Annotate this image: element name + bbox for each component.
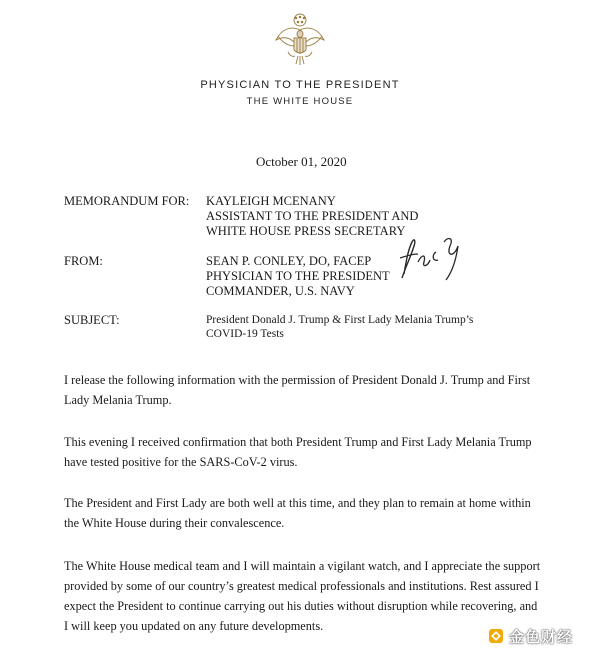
memo-for-recipient [206, 194, 536, 239]
paragraph-line: I release the following information with the permission of President Donald J. Trump and First [64, 373, 531, 387]
paragraph-line: The White House medical team and I will maintain a vigilant watch, and I appreciate the support [64, 559, 541, 573]
letterhead-title: PHYSICIAN TO THE PRESIDENT [200, 79, 400, 91]
body-paragraph-2 [64, 432, 544, 472]
sender-name: SEAN P. CONLEY, DO, FACEP [206, 254, 372, 268]
recipient-title-line-2: WHITE HOUSE PRESS SECRETARY [206, 224, 406, 238]
memo-subject-text [206, 313, 536, 341]
memo-from-label: FROM: [64, 254, 103, 268]
watermark-text: 金色财经 [509, 627, 574, 646]
paragraph-line: I will keep you updated on any future developments. [64, 619, 324, 633]
paragraph-line: This evening I received confirmation that both President Trump and First Lady Melania Trump [64, 435, 532, 449]
subject-line-2: COVID-19 Tests [206, 328, 284, 340]
handwritten-signature [396, 232, 466, 282]
paragraph-line: expect the President to continue carrying out his duties without disruption while recovering, and [64, 599, 538, 613]
eagle-seal-icon [270, 12, 330, 68]
body-paragraph-1 [64, 370, 544, 410]
memo-for-label: MEMORANDUM FOR: [64, 194, 190, 208]
paragraph-line: provided by some of our country’s greatest medical professionals and institutions. Rest assured I [64, 579, 539, 593]
watermark [487, 626, 573, 646]
memo-from-sender [206, 254, 536, 299]
golden-diamond-logo-icon [487, 627, 505, 645]
paragraph-line: Lady Melania Trump. [64, 393, 172, 407]
sender-title-line-1: PHYSICIAN TO THE PRESIDENT [206, 269, 390, 283]
paragraph-line: have tested positive for the SARS-CoV-2 virus. [64, 455, 298, 469]
body-paragraph-4 [64, 556, 544, 636]
memo-subject-label: SUBJECT: [64, 313, 120, 327]
paragraph-line: The President and First Lady are both well at this time, and they plan to remain at home within [64, 496, 531, 510]
subject-line-1: President Donald J. Trump & First Lady Melania Trump’s [206, 314, 474, 326]
body-paragraph-3 [64, 493, 544, 533]
sender-title-line-2: COMMANDER, U.S. NAVY [206, 284, 355, 298]
memo-date: October 01, 2020 [256, 154, 347, 169]
paragraph-line: the White House during their convalescence. [64, 516, 285, 530]
recipient-title-line-1: ASSISTANT TO THE PRESIDENT AND [206, 209, 419, 223]
recipient-name: KAYLEIGH MCENANY [206, 194, 336, 208]
letterhead-subtitle: THE WHITE HOUSE [246, 96, 354, 107]
